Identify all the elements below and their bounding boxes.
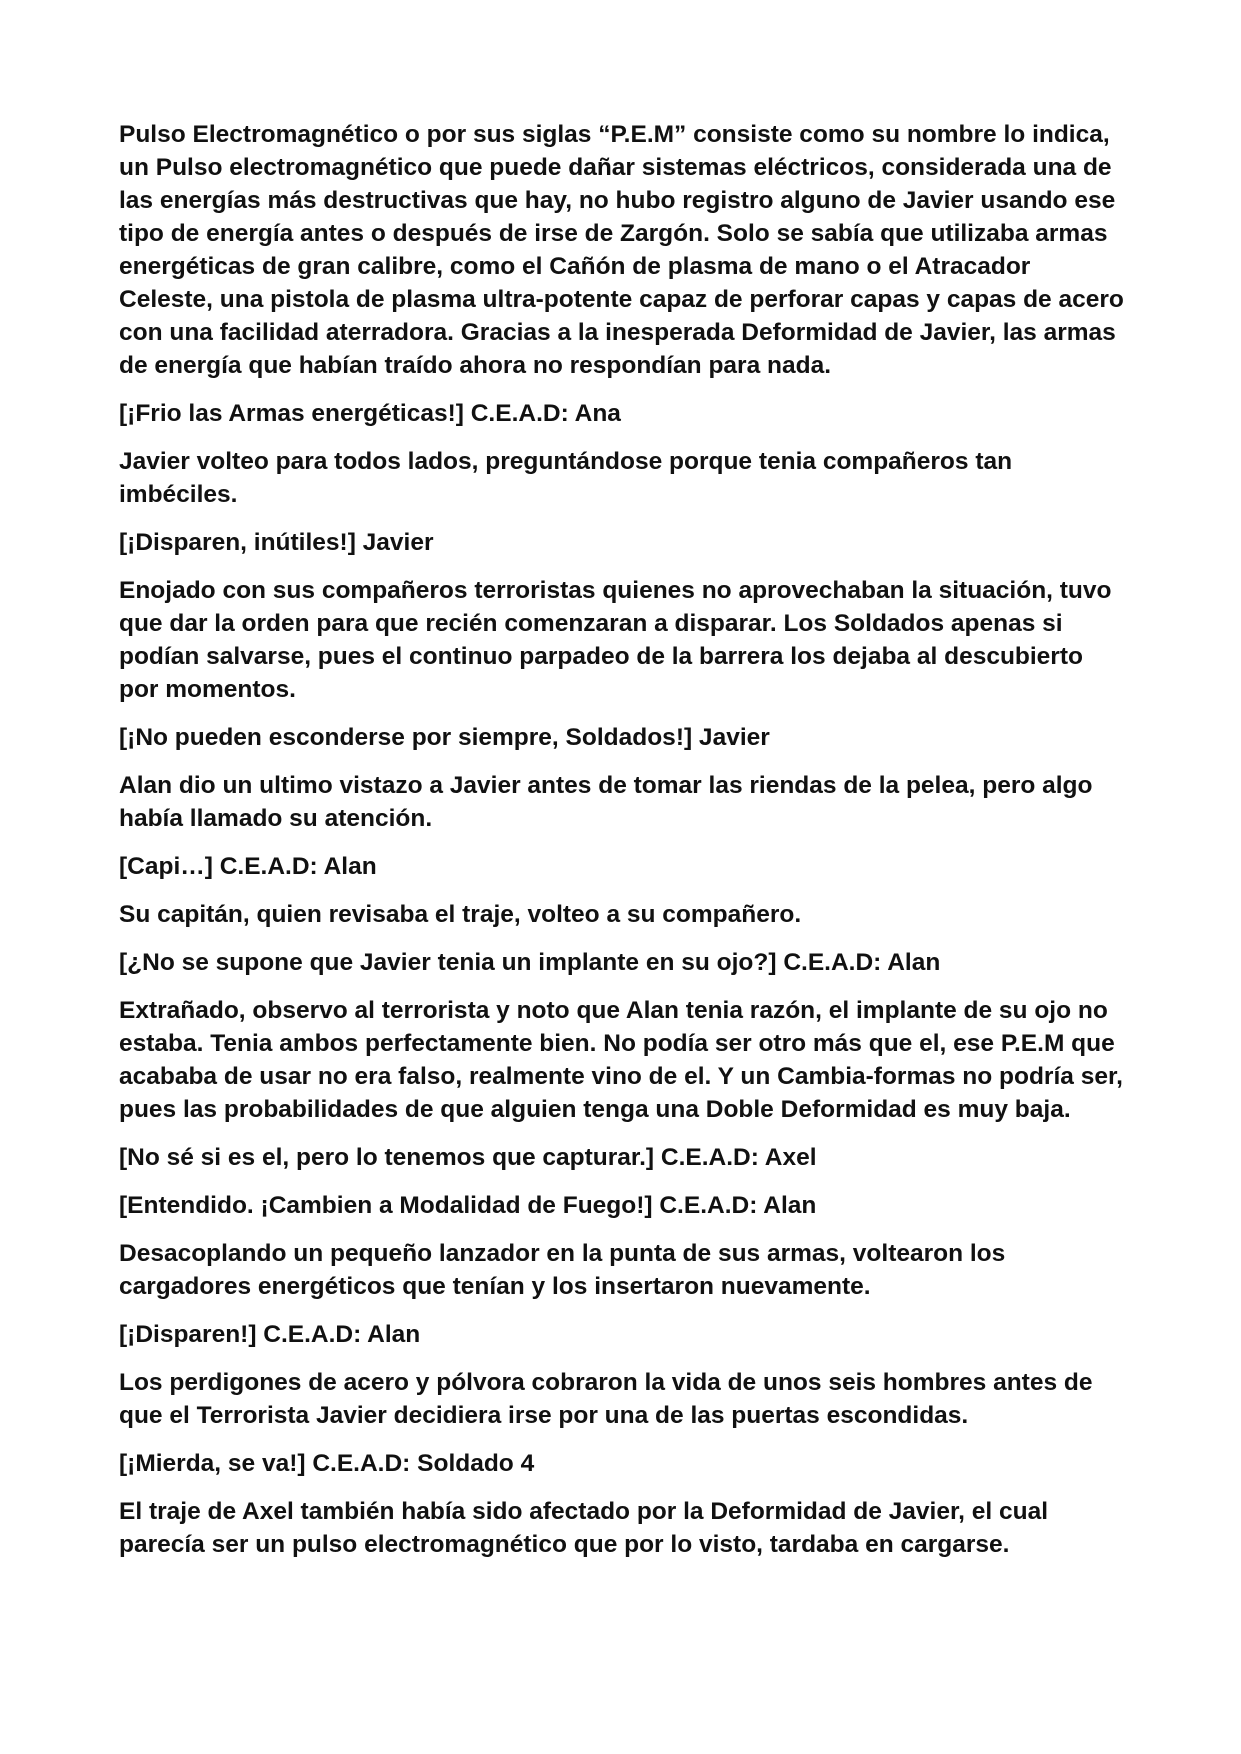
dialogue-line: [Capi…] C.E.A.D: Alan xyxy=(119,853,377,880)
paragraph: Los perdigones de acero y pólvora cobraron la vida de unos seis hombres antes de que el Terrorista Javier decidiera irse por una de las puertas escondidas. xyxy=(119,1369,1093,1429)
dialogue-line: [¡Frio las Armas energéticas!] C.E.A.D: Ana xyxy=(119,400,621,427)
dialogue-line: [¿No se supone que Javier tenia un implante en su ojo?] C.E.A.D: Alan xyxy=(119,949,941,976)
dialogue-line: [¡No pueden esconderse por siempre, Soldados!] Javier xyxy=(119,724,770,751)
dialogue-line: [¡Disparen!] C.E.A.D: Alan xyxy=(119,1321,421,1348)
paragraph: Extrañado, observo al terrorista y noto que Alan tenia razón, el implante de su ojo no estaba. Tenia ambos perfectamente bien. No podía ser otro más que el, ese P.E.M que acababa de usar no era falso, realmente vino de el. Y un Cambia-formas no podría ser, pues las probabilidades de que alguien tenga una Doble Deformidad es muy baja. xyxy=(119,997,1123,1123)
paragraph: Javier volteo para todos lados, preguntándose porque tenia compañeros tan imbéciles. xyxy=(119,448,1013,508)
dialogue-line: [¡Mierda, se va!] C.E.A.D: Soldado 4 xyxy=(119,1450,535,1477)
dialogue-line: [No sé si es el, pero lo tenemos que capturar.] C.E.A.D: Axel xyxy=(119,1144,817,1171)
paragraph: Alan dio un ultimo vistazo a Javier antes de tomar las riendas de la pelea, pero algo había llamado su atención. xyxy=(119,772,1093,832)
document-body xyxy=(119,118,1129,1576)
paragraph: Pulso Electromagnético o por sus siglas “P.E.M” consiste como su nombre lo indica, un Pulso electromagnético que puede dañar sistemas eléctricos, considerada una de las energías más destructivas que hay, no hubo registro alguno de Javier usando ese tipo de energía antes o después de irse de Zargón. Solo se sabía que utilizaba armas energéticas de gran calibre, como el Cañón de plasma de mano o el Atracador Celeste, una pistola de plasma ultra-potente capaz de perforar capas y capas de acero con una facilidad aterradora. Gracias a la inesperada Deformidad de Javier, las armas de energía que habían traído ahora no respondían para nada. xyxy=(119,121,1124,379)
paragraph: El traje de Axel también había sido afectado por la Deformidad de Javier, el cual parecía ser un pulso electromagnético que por lo visto, tardaba en cargarse. xyxy=(119,1498,1049,1558)
paragraph: Enojado con sus compañeros terroristas quienes no aprovechaban la situación, tuvo que dar la orden para que recién comenzaran a disparar. Los Soldados apenas si podían salvarse, pues el continuo parpadeo de la barrera los dejaba al descubierto por momentos. xyxy=(119,577,1112,703)
paragraph: Desacoplando un pequeño lanzador en la punta de sus armas, voltearon los cargadores energéticos que tenían y los insertaron nuevamente. xyxy=(119,1240,1006,1300)
dialogue-line: [Entendido. ¡Cambien a Modalidad de Fuego!] C.E.A.D: Alan xyxy=(119,1192,817,1219)
dialogue-line: [¡Disparen, inútiles!] Javier xyxy=(119,529,434,556)
paragraph: Su capitán, quien revisaba el traje, volteo a su compañero. xyxy=(119,901,802,928)
